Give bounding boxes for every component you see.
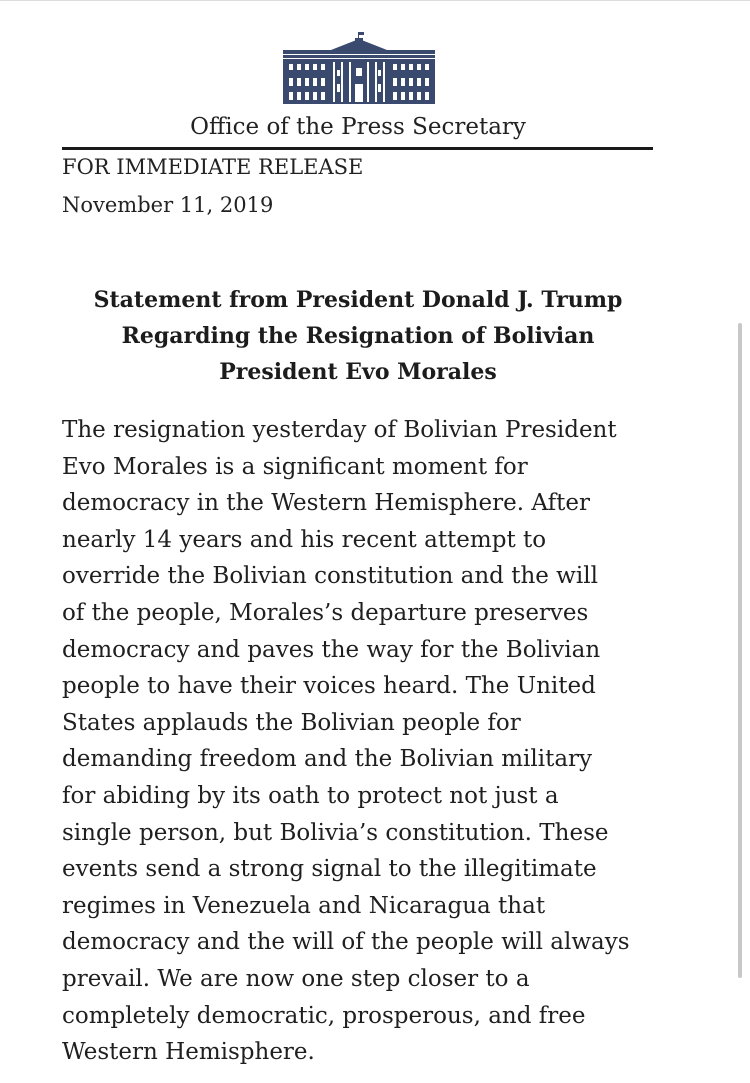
release-label: FOR IMMEDIATE RELEASE — [62, 155, 364, 179]
body-line: single person, but Bolivia’s constitution. These — [62, 819, 609, 846]
title-line: President Evo Morales — [219, 359, 497, 385]
header-divider — [62, 147, 653, 150]
body-line: for abiding by its oath to protect not just a — [62, 782, 559, 809]
body-line: completely democratic, prosperous, and free — [62, 1002, 586, 1029]
body-line: nearly 14 years and his recent attempt to — [62, 526, 547, 553]
top-divider — [0, 0, 750, 1]
statement-title — [40, 282, 676, 390]
body-line: of the people, Morales’s departure preserves — [62, 599, 589, 626]
body-line: demanding freedom and the Bolivian military — [62, 746, 593, 773]
body-line: States applauds the Bolivian people for — [62, 709, 521, 736]
body-line: override the Bolivian constitution and the will — [62, 563, 598, 590]
body-line: Evo Morales is a significant moment for — [62, 453, 528, 480]
body-line: Western Hemisphere. — [62, 1039, 315, 1066]
title-line: Regarding the Resignation of Bolivian — [121, 323, 595, 349]
body-line: people to have their voices heard. The United — [62, 673, 596, 700]
release-date: November 11, 2019 — [62, 193, 274, 217]
office-name: Office of the Press Secretary — [190, 114, 526, 140]
vertical-scrollbar[interactable] — [738, 323, 742, 978]
statement-body — [62, 412, 682, 1071]
body-line: events send a strong signal to the illegitimate — [62, 856, 597, 883]
body-line: democracy and the will of the people will always — [62, 929, 630, 956]
white-house-icon — [281, 32, 437, 106]
body-line: democracy and paves the way for the Bolivian — [62, 636, 601, 663]
body-line: democracy in the Western Hemisphere. After — [62, 490, 590, 517]
title-line: Statement from President Donald J. Trump — [93, 287, 623, 313]
body-line: prevail. We are now one step closer to a — [62, 965, 530, 992]
body-line: The resignation yesterday of Bolivian President — [62, 417, 617, 443]
body-line: regimes in Venezuela and Nicaragua that — [62, 892, 546, 919]
